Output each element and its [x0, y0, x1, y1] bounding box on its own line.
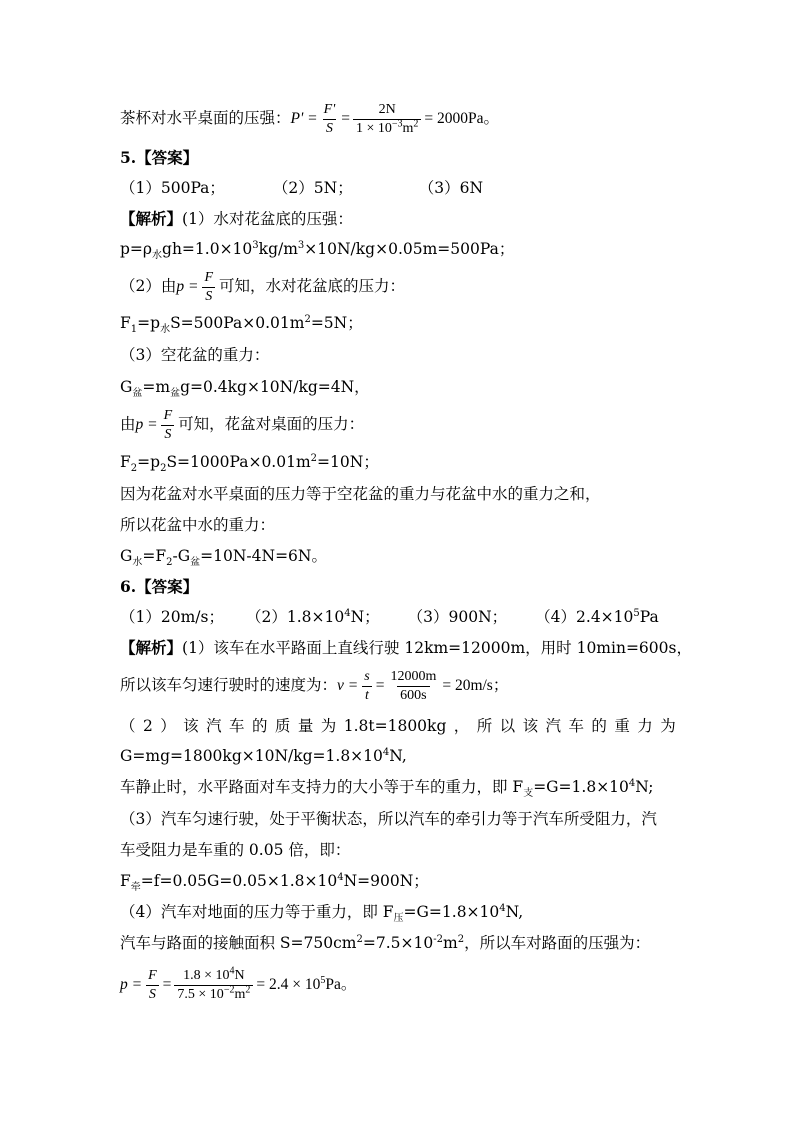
fraction	[353, 102, 421, 137]
w: 力	[637, 717, 653, 735]
sub: 盆	[190, 557, 201, 569]
q5-line-2	[120, 266, 680, 307]
t: 汽车与路面的接触面积 S=750cm	[120, 934, 357, 952]
t: （2）由	[120, 277, 177, 295]
answer-2: （2）5N；	[272, 179, 353, 197]
numerator: 12000m	[390, 668, 437, 684]
w: 该	[522, 717, 539, 735]
answer-4	[535, 608, 659, 626]
w: ）	[160, 717, 176, 735]
fraction	[321, 102, 339, 137]
w: 汽	[206, 717, 222, 735]
w: 为	[320, 717, 337, 735]
sub: 盆	[132, 388, 143, 400]
exp: 2	[413, 117, 419, 129]
math: p =	[120, 976, 143, 993]
denominator: t	[362, 686, 372, 704]
t: 所以该车匀速行驶时的速度为：	[120, 676, 338, 694]
t: kg/m	[258, 240, 298, 258]
math-lhs: P' =	[290, 110, 318, 127]
t: N；	[350, 608, 380, 626]
w: 所	[476, 717, 493, 735]
answer-1: （1）500Pa；	[120, 179, 225, 197]
t: N	[234, 967, 245, 983]
t: =7.5×10	[362, 934, 434, 952]
sup: 2	[304, 313, 311, 325]
sub: 水	[152, 250, 163, 262]
q6-title: 6.【答案】	[120, 577, 199, 596]
text: (1）水对花盆底的压强：	[182, 210, 353, 228]
answer-1: （1）20m/s；	[120, 608, 224, 626]
q5-line-3	[120, 313, 680, 336]
analysis-label: 【解析】	[120, 638, 183, 657]
fraction	[145, 968, 160, 1003]
equals: =	[162, 976, 172, 993]
numerator: F	[163, 407, 173, 423]
den-part: 1 × 10	[355, 120, 392, 136]
t: gh=1.0×10	[162, 240, 253, 258]
fraction	[161, 408, 176, 443]
sup: 4	[337, 871, 344, 883]
t: 由	[120, 415, 136, 433]
math: p =	[135, 416, 158, 433]
result: = 20m/s	[442, 677, 493, 694]
sup: 5	[633, 607, 640, 619]
t: =5N；	[310, 314, 363, 332]
q6-line-3	[120, 746, 680, 766]
analysis-label: 【解析】	[120, 209, 183, 228]
q5-line-8: 因为花盆对水平桌面的压力等于空花盆的重力与花盆中水的重力之和，	[120, 485, 601, 503]
q6-analysis-head	[120, 638, 692, 658]
answer-2	[246, 608, 380, 626]
w: 汽	[545, 717, 562, 735]
t: ，所以车对路面的压强为：	[464, 934, 651, 952]
t: （2）1.8×10	[245, 608, 345, 626]
t: =10N；	[317, 453, 379, 471]
exp: −3	[391, 117, 403, 129]
punct: 。	[483, 109, 500, 127]
q5-title: 5.【答案】	[120, 148, 199, 167]
numerator: 2N	[378, 101, 396, 117]
t: G=mg=1800kg×10N/kg=1.8×10	[120, 747, 383, 765]
sup: -2	[433, 933, 443, 945]
q5-line-10	[120, 546, 680, 569]
fraction	[174, 964, 253, 1003]
t: G	[120, 378, 133, 396]
numerator: F	[204, 269, 214, 285]
sub: 盆	[170, 388, 181, 400]
q5-line-6	[120, 404, 680, 445]
w: （	[120, 717, 136, 735]
fraction	[201, 270, 216, 305]
teacup-pressure-line	[120, 98, 680, 139]
text: 茶杯对水平桌面的压强：	[120, 109, 291, 127]
sup: 4	[229, 964, 235, 976]
w: 的	[591, 717, 607, 735]
t: =p	[137, 453, 161, 471]
denominator	[353, 119, 421, 137]
w: 量	[297, 717, 314, 735]
t: G	[120, 547, 133, 565]
t: 可知，花盆对桌面的压力：	[178, 415, 365, 433]
w: 该	[183, 717, 199, 735]
equals: =	[341, 110, 350, 127]
t: =G=1.8×10	[533, 778, 629, 796]
sup: 2	[457, 933, 465, 945]
sup: 4	[499, 902, 506, 914]
t: =m	[142, 378, 171, 396]
sub: 水	[160, 324, 171, 336]
sub: 压	[393, 913, 404, 925]
q6-line-2	[120, 716, 676, 736]
w: 以	[499, 717, 516, 735]
q5-answers	[120, 178, 680, 198]
q6-line-6: 车受阻力是车重的 0.05 倍，即：	[120, 841, 351, 859]
math: v =	[337, 677, 359, 694]
w: 1.8t=1800kg	[343, 717, 447, 735]
den-part: m	[402, 120, 414, 136]
result: = 2000Pa	[424, 110, 484, 127]
equals: =	[375, 677, 385, 694]
t: S=1000Pa×0.01m	[166, 453, 311, 471]
w: 质	[274, 717, 291, 735]
q6-line-1	[120, 664, 680, 707]
fraction	[361, 669, 372, 704]
q5-line-1	[120, 239, 680, 262]
q5-line-9: 所以花盆中水的重力：	[120, 516, 276, 534]
t: =G=1.8×10	[403, 903, 500, 921]
w: 车	[229, 717, 245, 735]
math: p =	[176, 278, 199, 295]
punct: 。	[340, 975, 357, 993]
t: =f=0.05G=0.05×1.8×10	[140, 872, 338, 890]
denominator: S	[323, 119, 336, 137]
sub: 2	[166, 557, 173, 569]
sup: 2	[245, 983, 251, 995]
sup: 4	[344, 607, 351, 619]
q5-line-5	[120, 377, 680, 400]
t: -G	[172, 547, 191, 565]
t: 可知，水对花盆底的压力：	[219, 277, 406, 295]
w: 车	[568, 717, 584, 735]
numerator: F'	[323, 101, 336, 117]
w: 重	[614, 717, 630, 735]
answer-3: （3）900N；	[407, 608, 508, 626]
answer-3: （3）6N	[418, 179, 484, 197]
t: m	[234, 986, 246, 1002]
t: （4）汽车对地面的压力等于重力，即 F	[120, 903, 394, 921]
q6-line-10	[120, 963, 680, 1006]
t: F	[120, 453, 131, 471]
sup: 3	[252, 239, 259, 251]
q5-line-7	[120, 452, 680, 475]
t: N=900N；	[343, 872, 429, 890]
q6-line-7	[120, 871, 680, 894]
result	[256, 976, 340, 993]
sup: 4	[382, 746, 390, 758]
t: F	[120, 872, 131, 890]
w: ，	[453, 717, 470, 735]
t: p=ρ	[120, 240, 153, 258]
denominator: S	[146, 985, 159, 1003]
denominator: 600s	[397, 686, 429, 704]
denominator: S	[202, 287, 215, 305]
t: m	[442, 934, 458, 952]
w: 为	[660, 717, 676, 735]
t: F	[120, 314, 131, 332]
w: 2	[142, 717, 153, 735]
sub: 2	[130, 463, 138, 475]
t: 车静止时，水平路面对车支持力的大小等于车的重力，即 F	[120, 778, 524, 796]
t: =p	[137, 314, 161, 332]
sup: −2	[223, 983, 235, 995]
t: N,	[505, 903, 524, 921]
t: =10N-4N=6N。	[200, 547, 327, 565]
t: = 2.4 × 10	[256, 976, 321, 993]
sub: 2	[160, 463, 167, 475]
sub: 水	[132, 557, 143, 569]
sup: 2	[310, 452, 318, 464]
sup: 4	[628, 777, 636, 789]
numerator: F	[148, 967, 157, 983]
t: =F	[142, 547, 167, 565]
q6-line-5: （3）汽车匀速行驶，处于平衡状态，所以汽车的牵引力等于汽车所受阻力，汽	[120, 810, 657, 828]
t: N,	[389, 747, 407, 765]
denominator: S	[161, 425, 174, 443]
q6-line-4	[120, 777, 680, 800]
sup: 5	[320, 974, 326, 986]
t: （4）2.4×10	[535, 608, 634, 626]
t: Pa	[639, 608, 659, 626]
t: Pa	[325, 976, 341, 993]
t: 7.5 × 10	[177, 986, 224, 1002]
sub: 1	[130, 324, 138, 336]
t: g=0.4kg×10N/kg=4N，	[180, 378, 370, 396]
w: 的	[251, 717, 268, 735]
fraction	[387, 669, 439, 704]
t: S=500Pa×0.01m	[170, 314, 305, 332]
q5-analysis-head	[120, 209, 680, 229]
t: ×10N/kg×0.05m=500Pa；	[304, 240, 515, 258]
q6-line-8	[120, 902, 680, 925]
sup: 3	[297, 239, 305, 251]
punct: ；	[492, 676, 509, 694]
sub: 支	[523, 788, 534, 800]
q6-line-9	[120, 933, 680, 953]
sub: 牵	[130, 882, 141, 894]
numerator: s	[364, 668, 370, 684]
numerator	[180, 964, 248, 985]
sup: 2	[356, 933, 363, 945]
text: (1）该车在水平路面上直线行驶 12km=12000m，用时 10min=600s，	[182, 639, 692, 657]
t: N;	[635, 778, 654, 796]
denominator	[174, 985, 253, 1003]
q6-answers	[120, 607, 680, 627]
q5-line-4: （3）空花盆的重力：	[120, 346, 270, 364]
t: 1.8 × 10	[183, 967, 230, 983]
